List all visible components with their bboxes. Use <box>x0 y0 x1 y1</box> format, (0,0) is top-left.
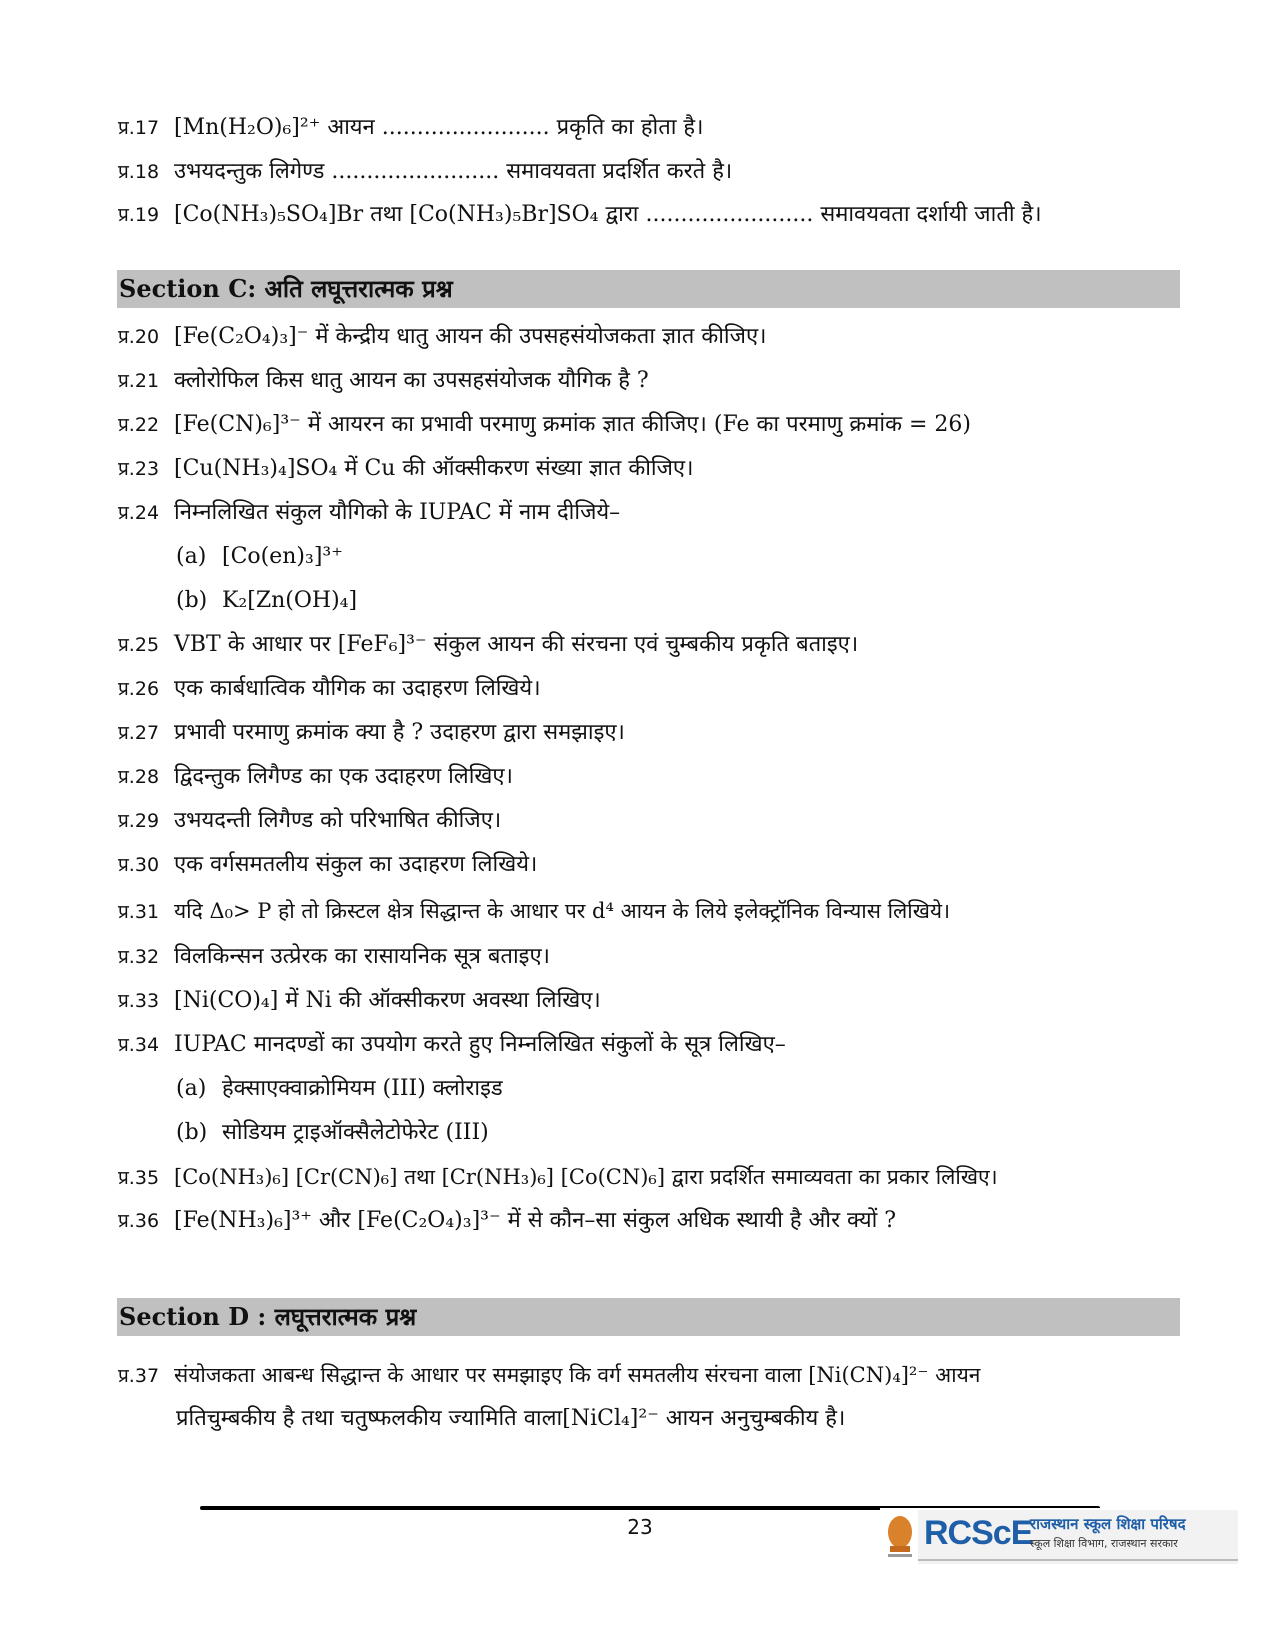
part-text: K₂[Zn(OH)₄] <box>222 588 358 613</box>
question-number: प्र.23 <box>118 458 160 480</box>
part-text: [Co(en)₃]³⁺ <box>222 544 343 569</box>
question-27 <box>118 718 1175 748</box>
question-text: [Ni(CO)₄] में Ni की ऑक्सीकरण अवस्था लिखिए। <box>174 988 601 1013</box>
question-18 <box>118 157 1175 187</box>
question-26 <box>118 674 1175 704</box>
question-number: प्र.19 <box>118 204 160 226</box>
question-number: प्र.29 <box>118 810 160 832</box>
question-text: द्विदन्तुक लिगैण्ड का एक उदाहरण लिखिए। <box>174 764 513 789</box>
question-number: प्र.17 <box>118 117 160 139</box>
question-text: विलकिन्सन उत्प्रेरक का रासायनिक सूत्र बताइए। <box>174 944 550 969</box>
question-35 <box>118 1162 1175 1193</box>
question-text: IUPAC मानदण्डों का उपयोग करते हुए निम्नलिखित संकुलों के सूत्र लिखिए– <box>174 1032 786 1057</box>
question-text: [Fe(CN)₆]³⁻ में आयरन का प्रभावी परमाणु क्रमांक ज्ञात कीजिए। (Fe का परमाणु क्रमांक = 26) <box>174 412 971 437</box>
question-number: प्र.33 <box>118 990 160 1012</box>
question-number: प्र.30 <box>118 854 160 876</box>
part-text: सोडियम ट्राइऑक्सैलेटोफेरेट (III) <box>222 1120 489 1145</box>
question-text: एक कार्बधात्विक यौगिक का उदाहरण लिखिये। <box>174 676 541 701</box>
question-text: एक वर्गसमतलीय संकुल का उदाहरण लिखिये। <box>174 852 538 877</box>
question-31 <box>118 896 1175 927</box>
section-c-heading: Section C: अति लघूत्तरात्मक प्रश्न <box>117 270 1180 308</box>
question-text: संयोजकता आबन्ध सिद्धान्त के आधार पर समझाइए कि वर्ग समतलीय संरचना वाला [Ni(CN)₄]²⁻ आयन <box>174 1363 981 1387</box>
part-label: (a) <box>176 544 207 569</box>
question-text: यदि Δ₀> P हो तो क्रिस्टल क्षेत्र सिद्धान्त के आधार पर d⁴ आयन के लिये इलेक्ट्रॉनिक विन्यास लिखिये। <box>174 899 951 923</box>
question-text: VBT के आधार पर [FeF₆]³⁻ संकुल आयन की संरचना एवं चुम्बकीय प्रकृति बताइए। <box>174 632 859 657</box>
part-label: (a) <box>176 1076 207 1101</box>
question-21 <box>118 366 1175 396</box>
question-text: उभयदन्तुक लिगेण्ड ........................ समावयवता प्रदर्शित करते है। <box>174 159 733 184</box>
question-number: प्र.32 <box>118 946 160 968</box>
question-text: प्रभावी परमाणु क्रमांक क्या है ? उदाहरण द्वारा समझाइए। <box>174 720 625 745</box>
question-number: प्र.25 <box>118 634 160 656</box>
question-number: प्र.18 <box>118 161 160 183</box>
question-number: प्र.24 <box>118 502 160 524</box>
question-text: उभयदन्ती लिगैण्ड को परिभाषित कीजिए। <box>174 808 502 833</box>
page-number: 23 <box>627 1515 653 1539</box>
question-24-part-a <box>176 542 343 572</box>
question-text: [Cu(NH₃)₄]SO₄ में Cu की ऑक्सीकरण संख्या ज्ञात कीजिए। <box>174 456 694 481</box>
question-36 <box>118 1206 1175 1236</box>
org-name: राजस्थान स्कूल शिक्षा परिषद <box>1030 1515 1186 1533</box>
question-32 <box>118 942 1175 972</box>
question-text: निम्नलिखित संकुल यौगिको के IUPAC में नाम दीजिये– <box>174 500 621 525</box>
question-number: प्र.21 <box>118 370 160 392</box>
question-28 <box>118 762 1175 792</box>
question-33 <box>118 986 1175 1016</box>
question-17 <box>118 113 1175 143</box>
question-34 <box>118 1030 1175 1060</box>
question-number: प्र.22 <box>118 414 160 436</box>
national-emblem-icon <box>888 1516 912 1557</box>
question-number: प्र.34 <box>118 1034 160 1056</box>
question-number: प्र.26 <box>118 678 160 700</box>
section-d-heading: Section D : लघूत्तरात्मक प्रश्न <box>117 1298 1180 1336</box>
question-text: [Co(NH₃)₅SO₄]Br तथा [Co(NH₃)₅Br]SO₄ द्वारा ........................ समावयवता दर्शायी जाती है। <box>174 202 1042 227</box>
question-37 <box>118 1360 1175 1391</box>
question-19 <box>118 200 1175 230</box>
question-number: प्र.35 <box>118 1167 160 1189</box>
question-24-part-b <box>176 586 357 616</box>
question-37-continuation: प्रतिचुम्बकीय है तथा चतुष्फलकीय ज्यामिति वाला[NiCl₄]²⁻ आयन अनुचुम्बकीय है। <box>176 1406 846 1431</box>
question-22 <box>118 410 1175 440</box>
question-text: [Mn(H₂O)₆]²⁺ आयन ........................ प्रकृति का होता है। <box>174 115 704 140</box>
question-20 <box>118 322 1175 352</box>
question-number: प्र.27 <box>118 722 160 744</box>
part-label: (b) <box>176 588 208 613</box>
question-24 <box>118 498 1175 528</box>
question-30 <box>118 850 1175 880</box>
question-23 <box>118 454 1175 484</box>
question-text: क्लोरोफिल किस धातु आयन का उपसहसंयोजक यौगिक है ? <box>174 368 649 393</box>
question-number: प्र.37 <box>118 1365 160 1387</box>
rcsce-logo <box>880 1508 1240 1568</box>
question-34-part-a <box>176 1074 503 1104</box>
logo-wordmark: RCScE <box>924 1514 1033 1552</box>
question-text: [Fe(C₂O₄)₃]⁻ में केन्द्रीय धातु आयन की उपसहसंयोजकता ज्ञात कीजिए। <box>174 324 767 349</box>
question-number: प्र.28 <box>118 766 160 788</box>
org-subtitle: स्कूल शिक्षा विभाग, राजस्थान सरकार <box>1030 1537 1178 1550</box>
part-label: (b) <box>176 1120 208 1145</box>
question-text: [Co(NH₃)₆] [Cr(CN)₆] तथा [Cr(NH₃)₆] [Co(CN)₆] द्वारा प्रदर्शित समाव्यवता का प्रकार लिखिए। <box>174 1165 998 1189</box>
question-25 <box>118 630 1175 660</box>
question-text: [Fe(NH₃)₆]³⁺ और [Fe(C₂O₄)₃]³⁻ में से कौन–सा संकुल अधिक स्थायी है और क्यों ? <box>174 1208 897 1233</box>
question-29 <box>118 806 1175 836</box>
question-number: प्र.20 <box>118 326 160 348</box>
question-34-part-b <box>176 1118 489 1148</box>
question-number: प्र.36 <box>118 1210 160 1232</box>
part-text: हेक्साएक्वाक्रोमियम (III) क्लोराइड <box>222 1076 503 1101</box>
question-number: प्र.31 <box>118 901 160 923</box>
